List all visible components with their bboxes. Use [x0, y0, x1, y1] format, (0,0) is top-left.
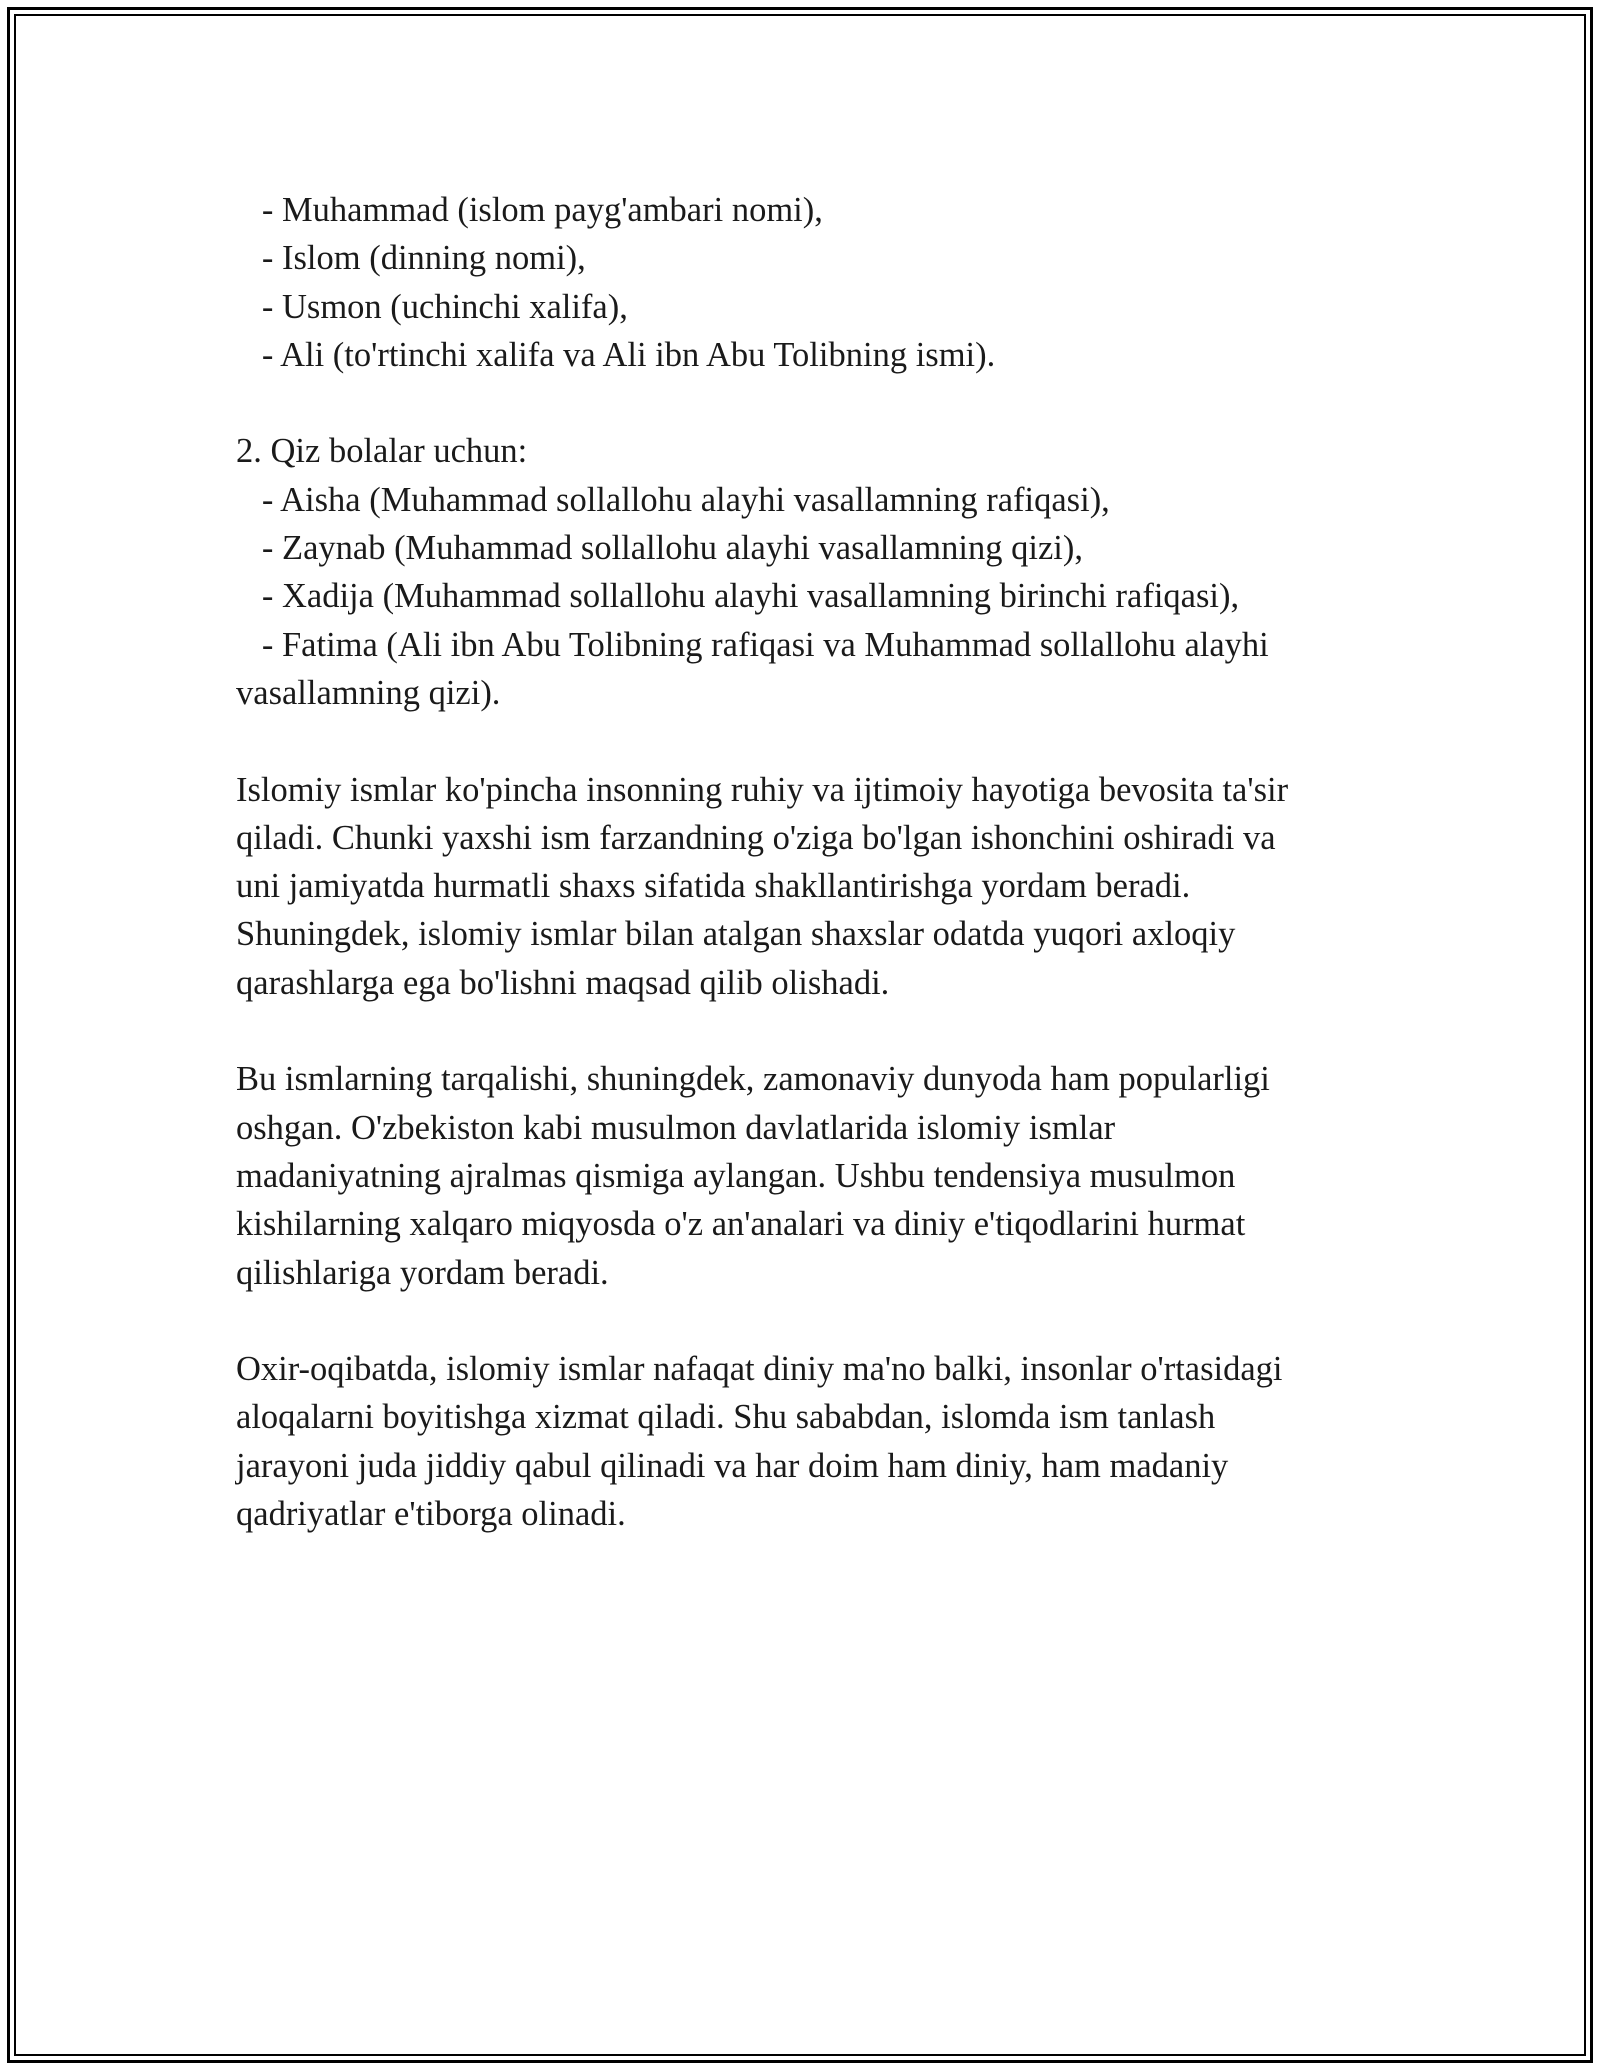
paragraph-influence — [236, 766, 1366, 1007]
paragraph-line: Bu ismlarning tarqalishi, shuningdek, zamonaviy dunyoda ham popularligi — [236, 1060, 1270, 1099]
paragraph-line: madaniyatning ajralmas qismiga aylangan. Ushbu tendensiya musulmon — [236, 1156, 1236, 1195]
paragraph-line: kishilarning xalqaro miqyosda o'z an'analari va diniy e'tiqodlarini hurmat — [236, 1205, 1246, 1244]
list-item: - Islom (dinning nomi), — [236, 239, 586, 278]
spacer — [236, 379, 1366, 427]
spacer — [236, 1297, 1366, 1345]
paragraph-line: Islomiy ismlar ko'pincha insonning ruhiy va ijtimoiy hayotiga bevosita ta'sir — [236, 770, 1289, 809]
paragraph-line: Oxir-oqibatda, islomiy ismlar nafaqat diniy ma'no balki, insonlar o'rtasidagi — [236, 1350, 1283, 1389]
paragraph-line: qiladi. Chunki yaxshi ism farzandning o'ziga bo'lgan ishonchini oshiradi va — [236, 818, 1276, 857]
list-item: - Aisha (Muhammad sollallohu alayhi vasallamning rafiqasi), — [236, 480, 1110, 519]
list-item: - Fatima (Ali ibn Abu Tolibning rafiqasi va Muhammad sollallohu alayhi — [236, 625, 1269, 664]
boys-names-list — [236, 186, 1366, 379]
list-heading: 2. Qiz bolalar uchun: — [236, 432, 528, 471]
paragraph-line: oshgan. O'zbekiston kabi musulmon davlatlarida islomiy ismlar — [236, 1108, 1116, 1147]
paragraph-line: Shuningdek, islomiy ismlar bilan atalgan shaxslar odatda yuqori axloqiy — [236, 915, 1236, 954]
paragraph-line: uni jamiyatda hurmatli shaxs sifatida shakllantirishga yordam beradi. — [236, 867, 1191, 906]
list-item: - Usmon (uchinchi xalifa), — [236, 287, 628, 326]
paragraph-line: aloqalarni boyitishga xizmat qiladi. Shu sababdan, islomda ism tanlash — [236, 1398, 1216, 1437]
list-item: - Xadija (Muhammad sollallohu alayhi vasallamning birinchi rafiqasi), — [236, 577, 1240, 616]
spacer — [236, 717, 1366, 765]
list-item: - Zaynab (Muhammad sollallohu alayhi vasallamning qizi), — [236, 529, 1083, 568]
paragraph-popularity — [236, 1055, 1366, 1296]
girls-names-list — [236, 427, 1366, 717]
paragraph-conclusion — [236, 1345, 1366, 1538]
list-item: - Muhammad (islom payg'ambari nomi), — [236, 191, 823, 229]
paragraph-line: qilishlariga yordam beradi. — [236, 1253, 609, 1292]
paragraph-line: qadriyatlar e'tiborga olinadi. — [236, 1495, 626, 1534]
paragraph-line: jarayoni juda jiddiy qabul qilinadi va har doim ham diniy, ham madaniy — [236, 1446, 1229, 1485]
spacer — [236, 1007, 1366, 1055]
list-item-continuation: vasallamning qizi). — [236, 673, 501, 712]
paragraph-line: qarashlarga ega bo'lishni maqsad qilib olishadi. — [236, 963, 890, 1002]
list-item: - Ali (to'rtinchi xalifa va Ali ibn Abu Tolibning ismi). — [236, 335, 996, 374]
document-body — [236, 186, 1366, 1538]
